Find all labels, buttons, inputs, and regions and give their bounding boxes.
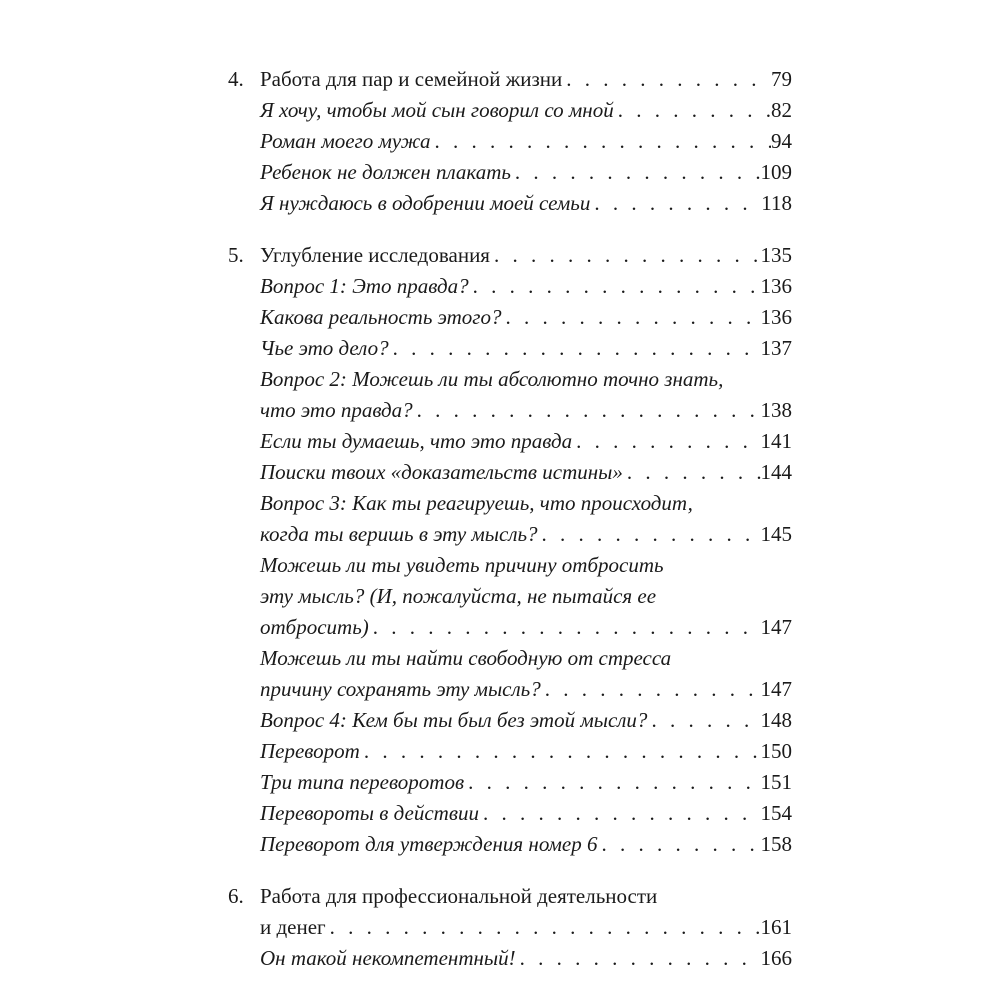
toc-subentry-line xyxy=(228,364,792,395)
dot-leader xyxy=(572,426,760,457)
entry-body xyxy=(260,95,792,126)
entry-body xyxy=(260,581,792,612)
page-number: 138 xyxy=(760,398,792,422)
dot-leader xyxy=(464,767,760,798)
subentry-title: Чье это дело? xyxy=(260,336,389,360)
entry-body xyxy=(260,126,792,157)
toc-subentry-line xyxy=(228,488,792,519)
page-number: 82 xyxy=(771,98,792,122)
dot-leader xyxy=(469,271,761,302)
chapter-title: и денег xyxy=(260,915,326,939)
dot-leader xyxy=(511,157,761,188)
entry-body xyxy=(260,674,792,705)
subentry-title: Если ты думаешь, что это правда xyxy=(260,429,573,453)
toc-subentry-line xyxy=(228,829,792,860)
subentry-title: Роман моего мужа xyxy=(260,129,431,153)
subentry-title: Он такой некомпетентный! xyxy=(260,946,516,970)
toc-subentry-line xyxy=(228,581,792,612)
toc-subentry-line xyxy=(228,736,792,767)
toc-chapter-line xyxy=(228,240,792,271)
toc-subentry-line xyxy=(228,271,792,302)
page-number: 136 xyxy=(760,305,792,329)
dot-leader xyxy=(541,674,761,705)
subentry-title: Ребенок не должен плакать xyxy=(260,160,511,184)
subentry-title: причину сохранять эту мысль? xyxy=(260,677,541,701)
toc-chapter-line xyxy=(228,881,792,912)
subentry-title: Можешь ли ты найти свободную от стресса xyxy=(260,646,672,670)
dot-leader xyxy=(502,302,761,333)
entry-body xyxy=(260,643,792,674)
page-number: 147 xyxy=(760,615,792,639)
entry-body xyxy=(260,829,792,860)
subentry-title: когда ты веришь в эту мысль? xyxy=(260,522,538,546)
table-of-contents xyxy=(228,64,792,974)
dot-leader xyxy=(614,95,771,126)
page-number: 158 xyxy=(760,832,792,856)
subentry-title: что это правда? xyxy=(260,398,413,422)
toc-subentry-line xyxy=(228,157,792,188)
subentry-title: Перевороты в действии xyxy=(260,801,479,825)
dot-leader xyxy=(562,64,771,95)
dot-leader xyxy=(369,612,761,643)
dot-leader xyxy=(413,395,761,426)
entry-body xyxy=(260,395,792,426)
toc-subentry-line xyxy=(228,519,792,550)
toc-subentry-line xyxy=(228,674,792,705)
entry-body xyxy=(260,943,792,974)
subentry-title: Переворот для утверждения номер 6 xyxy=(260,832,598,856)
toc-subentry-line xyxy=(228,188,792,219)
toc-subentry-line xyxy=(228,943,792,974)
page-number: 118 xyxy=(761,191,792,215)
subentry-title: Переворот xyxy=(260,739,360,763)
page-number: 144 xyxy=(760,460,792,484)
entry-body xyxy=(260,457,792,488)
subentry-title: Я хочу, чтобы мой сын говорил со мной xyxy=(260,98,614,122)
toc-chapter xyxy=(228,881,792,974)
subentry-title: Три типа переворотов xyxy=(260,770,465,794)
subentry-title: отбросить) xyxy=(260,615,369,639)
page-number: 94 xyxy=(771,129,792,153)
dot-leader xyxy=(516,943,761,974)
toc-subentry-line xyxy=(228,333,792,364)
entry-body xyxy=(260,333,792,364)
subentry-title: Вопрос 4: Кем бы ты был без этой мысли? xyxy=(260,708,648,732)
chapter-title: Работа для пар и семейной жизни xyxy=(260,67,563,91)
chapter-number: 4. xyxy=(228,67,244,91)
toc-chapter xyxy=(228,64,792,219)
entry-body xyxy=(260,912,792,943)
entry-body xyxy=(260,157,792,188)
entry-body xyxy=(260,488,792,519)
entry-body xyxy=(260,798,792,829)
subentry-title: Вопрос 2: Можешь ли ты абсолютно точно знать, xyxy=(260,367,724,391)
entry-body xyxy=(260,519,792,550)
dot-leader xyxy=(360,736,761,767)
entry-body xyxy=(260,767,792,798)
toc-subentry-line xyxy=(228,798,792,829)
toc-subentry-line xyxy=(228,767,792,798)
entry-body xyxy=(260,271,792,302)
page-number: 145 xyxy=(760,522,792,546)
dot-leader xyxy=(538,519,761,550)
entry-body xyxy=(260,550,792,581)
toc-subentry-line xyxy=(228,643,792,674)
toc-chapter-line xyxy=(228,64,792,95)
page-number: 166 xyxy=(760,946,792,970)
chapter-title: Углубление исследования xyxy=(260,243,490,267)
toc-subentry-line xyxy=(228,126,792,157)
page-number: 136 xyxy=(760,274,792,298)
dot-leader xyxy=(430,126,771,157)
page-number: 154 xyxy=(760,801,792,825)
toc-subentry-line xyxy=(228,426,792,457)
chapter-title: Работа для профессиональной деятельности xyxy=(260,884,658,908)
toc-subentry-line xyxy=(228,705,792,736)
entry-body xyxy=(260,302,792,333)
toc-chapter xyxy=(228,240,792,860)
dot-leader xyxy=(598,829,761,860)
subentry-title: Я нуждаюсь в одобрении моей семьи xyxy=(260,191,591,215)
entry-body xyxy=(260,188,792,219)
page-number: 141 xyxy=(760,429,792,453)
dot-leader xyxy=(479,798,761,829)
page-number: 135 xyxy=(760,243,792,267)
subentry-title: Поиски твоих «доказательств истины» xyxy=(260,460,623,484)
subentry-title: Вопрос 1: Это правда? xyxy=(260,274,469,298)
toc-subentry-line xyxy=(228,612,792,643)
dot-leader xyxy=(490,240,761,271)
entry-body xyxy=(260,426,792,457)
entry-body xyxy=(260,612,792,643)
toc-subentry-line xyxy=(228,457,792,488)
dot-leader xyxy=(590,188,761,219)
toc-subentry-line xyxy=(228,395,792,426)
entry-body xyxy=(260,705,792,736)
chapter-number: 5. xyxy=(228,243,244,267)
entry-body xyxy=(260,881,792,912)
page-number: 109 xyxy=(760,160,792,184)
toc-subentry-line xyxy=(228,302,792,333)
page-number: 151 xyxy=(760,770,792,794)
entry-body xyxy=(260,64,792,95)
entry-body xyxy=(260,364,792,395)
dot-leader xyxy=(389,333,761,364)
page-number: 79 xyxy=(771,67,792,91)
dot-leader xyxy=(623,457,761,488)
entry-body xyxy=(260,736,792,767)
chapter-number: 6. xyxy=(228,884,244,908)
page-number: 161 xyxy=(760,915,792,939)
dot-leader xyxy=(326,912,761,943)
dot-leader xyxy=(647,705,760,736)
page-number: 148 xyxy=(760,708,792,732)
subentry-title: Какова реальность этого? xyxy=(260,305,502,329)
page-number: 137 xyxy=(760,336,792,360)
subentry-title: Можешь ли ты увидеть причину отбросить xyxy=(260,553,664,577)
subentry-title: Вопрос 3: Как ты реагируешь, что происходит, xyxy=(260,491,693,515)
subentry-title: эту мысль? (И, пожалуйста, не пытайся ее xyxy=(260,584,657,608)
toc-subentry-line xyxy=(228,550,792,581)
toc-subentry-line xyxy=(228,95,792,126)
toc-chapter-line xyxy=(228,912,792,943)
entry-body xyxy=(260,240,792,271)
page-number: 147 xyxy=(760,677,792,701)
page-number: 150 xyxy=(760,739,792,763)
